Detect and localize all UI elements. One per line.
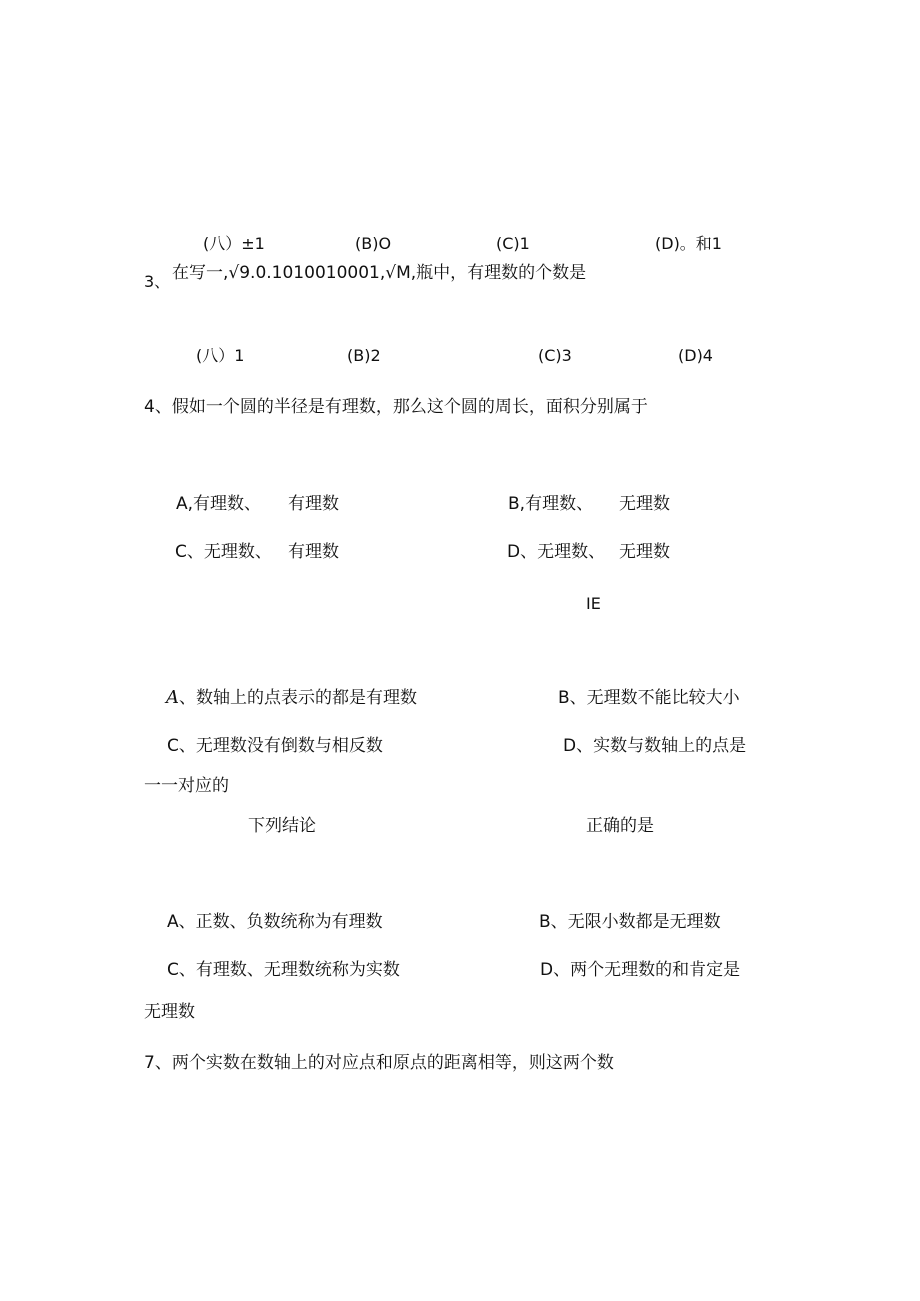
q2-option-d: (D)。和1 [655, 234, 722, 253]
q6-option-c: C、有理数、无理数统称为实数 [167, 960, 400, 980]
q4-option-b-value: 无理数 [619, 494, 670, 514]
q4-option-d-value: 无理数 [619, 542, 670, 562]
q5-option-d-continuation: 一一对应的 [144, 776, 229, 796]
q3-option-a: (八）1 [196, 346, 245, 365]
q6-option-d: D、两个无理数的和肯定是 [540, 960, 741, 980]
q3-number: 3、 [144, 272, 171, 291]
q3-option-b: (B)2 [347, 346, 381, 365]
q5-option-a [166, 689, 417, 707]
q2-option-a: (八）±1 [203, 234, 265, 253]
q5-option-a-letter: A [166, 687, 179, 708]
q2-option-b: (B)O [355, 234, 392, 253]
q4-option-c-label: C、无理数、 [175, 542, 272, 562]
q4-option-a-value: 有理数 [288, 494, 339, 514]
q5-option-a-text: 、数轴上的点表示的都是有理数 [179, 688, 417, 708]
q3-option-c: (C)3 [538, 346, 572, 365]
q6-option-b: B、无限小数都是无理数 [539, 912, 721, 932]
q6-option-d-continuation: 无理数 [144, 1002, 195, 1022]
q4-stem: 4、假如一个圆的半径是有理数，那么这个圆的周长，面积分别属于 [144, 397, 648, 417]
q4-option-d-label: D、无理数、 [507, 542, 606, 562]
q4-option-c-value: 有理数 [288, 542, 339, 562]
q4-option-a-label: A,有理数、 [176, 494, 262, 514]
q6-option-a: A、正数、负数统称为有理数 [167, 912, 383, 932]
q7-stem: 7、两个实数在数轴上的对应点和原点的距离相等，则这两个数 [144, 1053, 614, 1073]
q5-option-c: C、无理数没有倒数与相反数 [167, 736, 383, 756]
fragment-ie: IE [586, 594, 601, 613]
q5-option-b: B、无理数不能比较大小 [558, 688, 740, 708]
q3-option-d: (D)4 [678, 346, 713, 365]
q2-option-c: (C)1 [496, 234, 530, 253]
q3-stem: 在写一,√9.0.1010010001,√M,瓶中，有理数的个数是 [172, 263, 587, 283]
q5-option-d: D、实数与数轴上的点是 [563, 736, 747, 756]
q6-stem-left: 下列结论 [248, 816, 316, 836]
q6-stem-right: 正确的是 [586, 816, 654, 836]
q4-option-b-label: B,有理数、 [508, 494, 594, 514]
